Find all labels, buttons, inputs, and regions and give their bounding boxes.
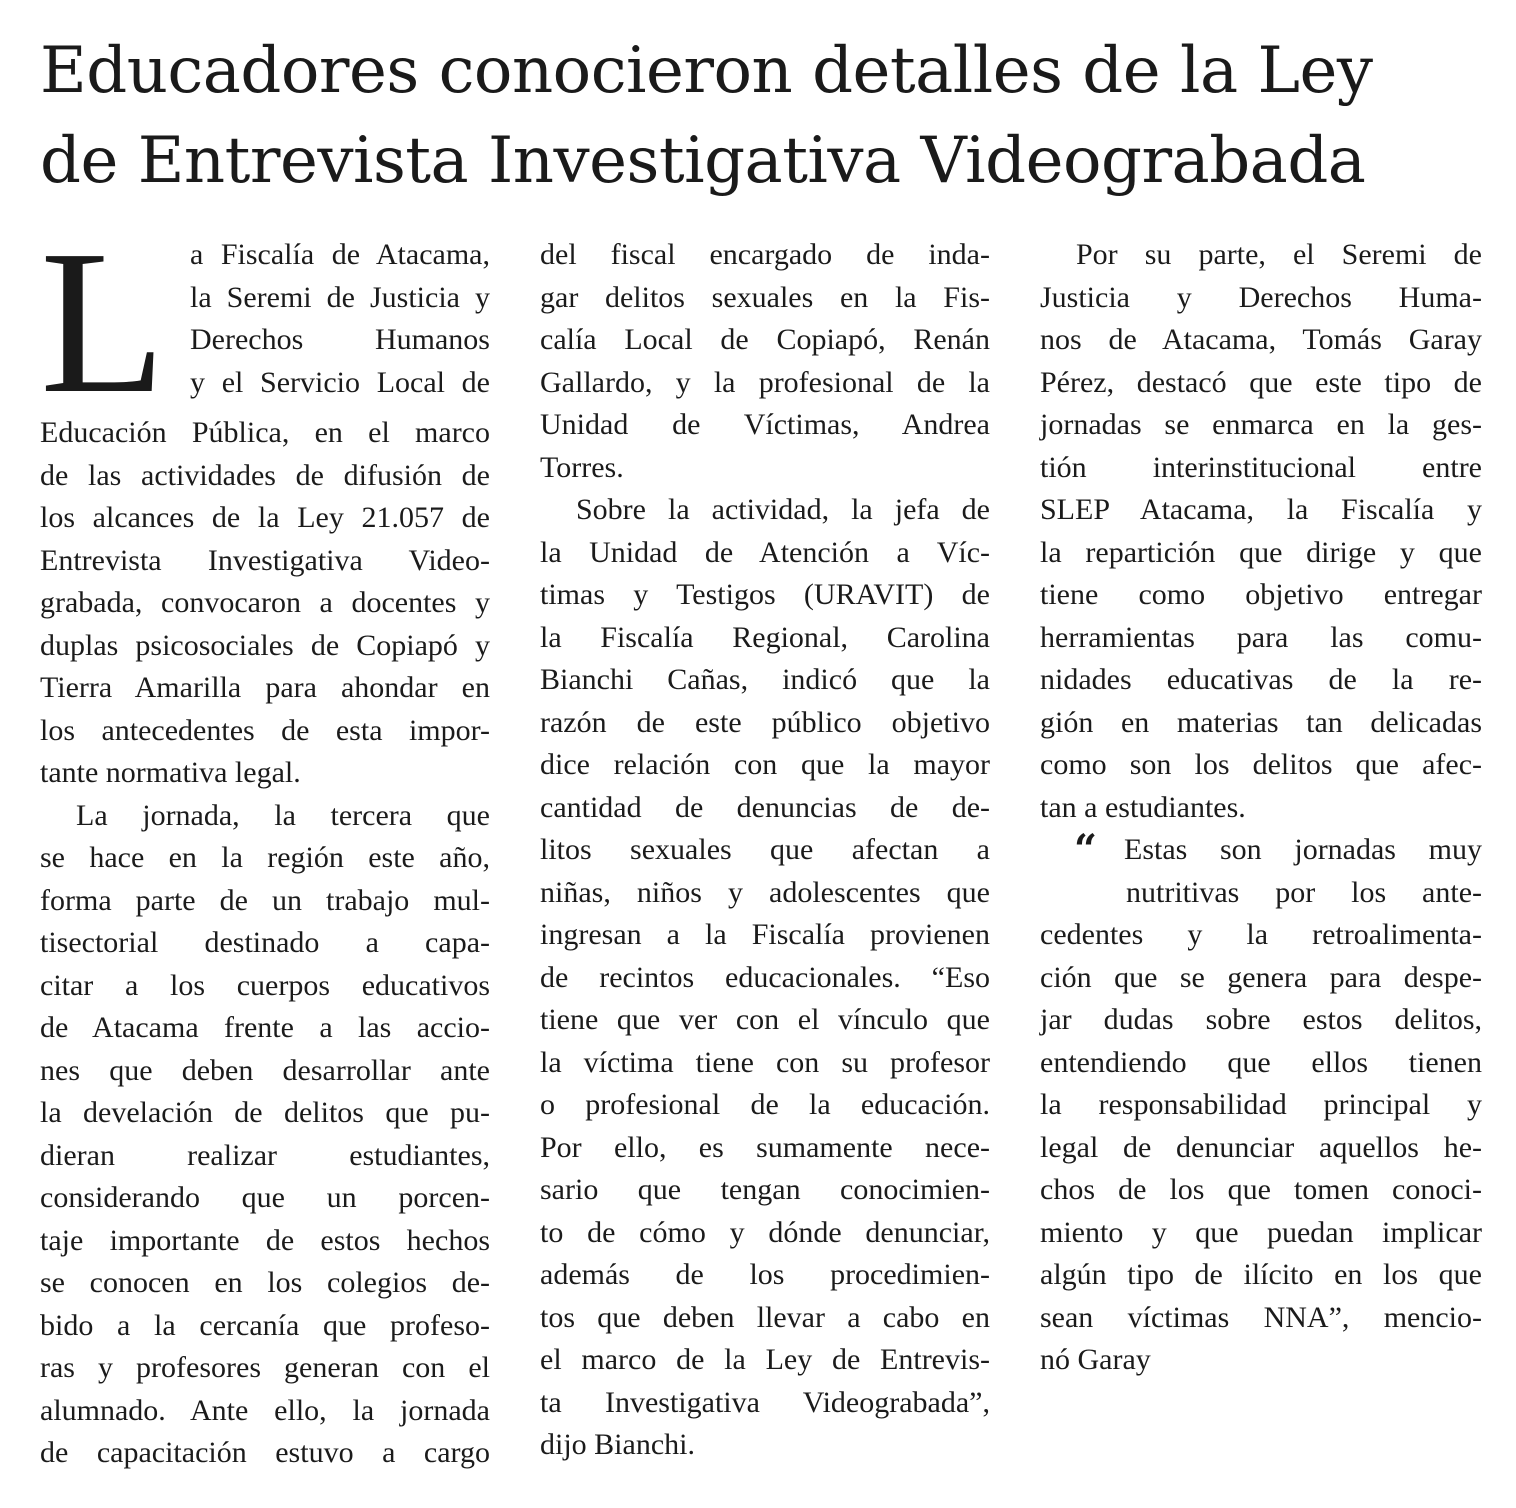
paragraph-line: Derechos Humanos bbox=[190, 323, 490, 356]
paragraph-line: niñas, niños y adolescentes que bbox=[540, 875, 990, 909]
paragraph-line: el marco de la Ley de Entrevis- bbox=[540, 1343, 990, 1376]
article-column-3 bbox=[1040, 234, 1482, 1382]
paragraph-line: to de cómo y dónde denunciar, bbox=[540, 1215, 990, 1249]
paragraph-line: algún tipo de ilícito en los que bbox=[1040, 1258, 1482, 1291]
paragraph-line: calía Local de Copiapó, Renán bbox=[540, 323, 990, 356]
paragraph-line: la Unidad de Atención a Víc- bbox=[540, 535, 990, 569]
paragraph-line: grabada, convocaron a docentes y bbox=[40, 586, 490, 619]
paragraph-line: Pérez, destacó que este tipo de bbox=[1040, 365, 1482, 399]
paragraph-line: Por ello, es sumamente nece- bbox=[540, 1130, 990, 1164]
paragraph-line: sean víctimas NNA”, mencio- bbox=[1040, 1300, 1482, 1334]
paragraph-line: se conocen en los colegios de- bbox=[40, 1266, 490, 1299]
paragraph-line: tante normativa legal. bbox=[40, 756, 301, 789]
paragraph-line: Por su parte, el Seremi de bbox=[1076, 238, 1482, 271]
paragraph-line: ingresan a la Fiscalía provienen bbox=[540, 918, 990, 951]
paragraph-line: jornadas se enmarca en la ges- bbox=[1040, 408, 1482, 441]
headline-line: Educadores conocieron detalles de la Ley bbox=[40, 34, 1373, 108]
article-column-1 bbox=[40, 207, 490, 1475]
paragraph-line: miento y que puedan implicar bbox=[1040, 1215, 1482, 1249]
paragraph-line: dieran realizar estudiantes, bbox=[40, 1138, 490, 1172]
paragraph-line: nidades educativas de la re- bbox=[1040, 663, 1482, 696]
paragraph-line: de Atacama frente a las accio- bbox=[40, 1011, 490, 1044]
paragraph-line: sario que tengan conocimien- bbox=[540, 1173, 990, 1206]
paragraph-line: tión interinstitucional entre bbox=[1040, 450, 1482, 484]
paragraph-line: Torres. bbox=[540, 450, 624, 484]
paragraph-line: del fiscal encargado de inda- bbox=[540, 238, 990, 271]
paragraph-line: nes que deben desarrollar ante bbox=[40, 1053, 490, 1087]
paragraph-line: entendiendo que ellos tienen bbox=[1040, 1045, 1482, 1079]
paragraph-line: nó Garay bbox=[1040, 1343, 1151, 1376]
paragraph-line: Tierra Amarilla para ahondar en bbox=[40, 671, 490, 704]
paragraph-line: citar a los cuerpos educativos bbox=[40, 968, 490, 1002]
paragraph-line: Sobre la actividad, la jefa de bbox=[576, 493, 990, 526]
paragraph-line: taje importante de estos hechos bbox=[40, 1223, 490, 1257]
paragraph-line: y el Servicio Local de bbox=[190, 365, 490, 399]
paragraph-line: los antecedentes de esta impor- bbox=[40, 713, 490, 747]
paragraph-line: la develación de delitos que pu- bbox=[40, 1096, 490, 1129]
paragraph-line: dice relación con que la mayor bbox=[540, 748, 990, 781]
paragraph-line: la víctima tiene con su profesor bbox=[540, 1045, 990, 1079]
paragraph-line: Entrevista Investigativa Video- bbox=[40, 543, 490, 577]
paragraph-line: Unidad de Víctimas, Andrea bbox=[540, 408, 990, 441]
paragraph-line: ras y profesores generan con el bbox=[40, 1351, 490, 1384]
paragraph-line: ta Investigativa Videograbada”, bbox=[540, 1385, 990, 1419]
article-headline bbox=[40, 26, 1490, 206]
paragraph-line: legal de denunciar aquellos he- bbox=[1040, 1130, 1482, 1164]
paragraph-line: Justicia y Derechos Huma- bbox=[1040, 280, 1482, 314]
paragraph-line: cantidad de denuncias de de- bbox=[540, 790, 990, 824]
paragraph-line: o profesional de la educación. bbox=[540, 1088, 990, 1121]
paragraph-line: considerando que un porcen- bbox=[40, 1181, 490, 1214]
drop-cap: L bbox=[40, 207, 166, 436]
paragraph-line: La jornada, la tercera que bbox=[76, 798, 490, 832]
paragraph-line: herramientas para las comu- bbox=[1040, 620, 1482, 654]
paragraph-line: ción que se genera para despe- bbox=[1040, 960, 1482, 994]
paragraph-line: chos de los que tomen conoci- bbox=[1040, 1173, 1482, 1206]
paragraph-line: nutritivas por los ante- bbox=[1126, 875, 1482, 909]
paragraph-line: la repartición que dirige y que bbox=[1040, 535, 1482, 569]
paragraph-line: dijo Bianchi. bbox=[540, 1428, 695, 1461]
paragraph-line: alumnado. Ante ello, la jornada bbox=[40, 1393, 490, 1427]
paragraph-line: de capacitación estuvo a cargo bbox=[40, 1436, 490, 1469]
paragraph-line: tiene como objetivo entregar bbox=[1040, 578, 1482, 611]
paragraph-line: gión en materias tan delicadas bbox=[1040, 705, 1482, 739]
paragraph-line: razón de este público objetivo bbox=[540, 705, 990, 739]
paragraph-line: la Fiscalía Regional, Carolina bbox=[540, 620, 990, 654]
paragraph-line: la responsabilidad principal y bbox=[1040, 1088, 1482, 1121]
paragraph-line: tos que deben llevar a cabo en bbox=[540, 1300, 990, 1334]
paragraph-line: de recintos educacionales. “Eso bbox=[540, 960, 990, 994]
paragraph-line: se hace en la región este año, bbox=[40, 841, 490, 874]
paragraph-line: Estas son jornadas muy bbox=[1124, 833, 1482, 866]
paragraph-line: los alcances de la Ley 21.057 de bbox=[40, 501, 490, 534]
headline-line: de Entrevista Investigativa Videograbada bbox=[40, 124, 1366, 198]
paragraph-line: forma parte de un trabajo mul- bbox=[40, 883, 490, 917]
paragraph-line: como son los delitos que afec- bbox=[1040, 748, 1482, 781]
paragraph-line: además de los procedimien- bbox=[540, 1258, 990, 1291]
paragraph-line: de las actividades de difusión de bbox=[40, 458, 490, 492]
article-column-2 bbox=[540, 234, 990, 1467]
paragraph-line: tisectorial destinado a capa- bbox=[40, 926, 490, 959]
paragraph-line: Gallardo, y la profesional de la bbox=[540, 365, 990, 399]
paragraph-line: SLEP Atacama, la Fiscalía y bbox=[1040, 493, 1482, 526]
quote-mark-icon: “ bbox=[1074, 826, 1098, 873]
paragraph-line: jar dudas sobre estos delitos, bbox=[1040, 1003, 1482, 1036]
paragraph-line: gar delitos sexuales en la Fis- bbox=[540, 280, 990, 314]
paragraph-line: timas y Testigos (URAVIT) de bbox=[540, 578, 990, 611]
paragraph-line: nos de Atacama, Tomás Garay bbox=[1040, 323, 1482, 356]
paragraph-line: Educación Pública, en el marco bbox=[40, 416, 490, 449]
paragraph-line: duplas psicosociales de Copiapó y bbox=[40, 628, 490, 662]
paragraph-line: tan a estudiantes. bbox=[1040, 790, 1246, 824]
paragraph-line: litos sexuales que afectan a bbox=[540, 833, 990, 866]
paragraph-line: cedentes y la retroalimenta- bbox=[1040, 918, 1482, 951]
pull-quote-first-line bbox=[1040, 826, 1482, 873]
paragraph-line: tiene que ver con el vínculo que bbox=[540, 1003, 990, 1036]
paragraph-line: a Fiscalía de Atacama, bbox=[190, 238, 490, 271]
paragraph-line: bido a la cercanía que profeso- bbox=[40, 1308, 490, 1342]
paragraph-line: la Seremi de Justicia y bbox=[190, 280, 490, 314]
paragraph-line: Bianchi Cañas, indicó que la bbox=[540, 663, 990, 696]
